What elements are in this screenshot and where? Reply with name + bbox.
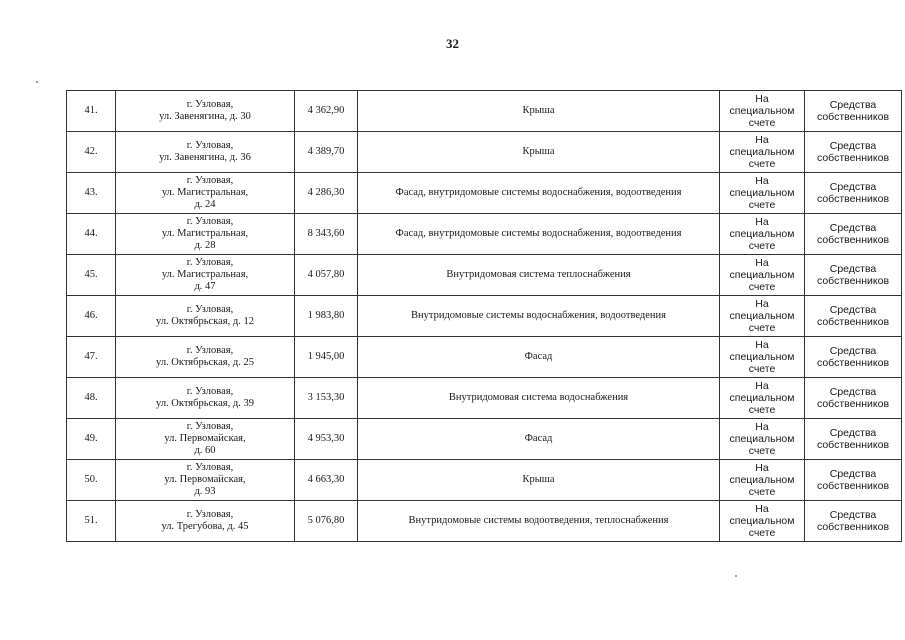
funding-line: собственников: [816, 439, 890, 451]
row-number-cell: [67, 173, 116, 214]
funding-line: Средства: [829, 304, 877, 316]
funding-source-cell: [805, 296, 902, 337]
funding-source-cell: [805, 255, 902, 296]
row-number-cell: [67, 296, 116, 337]
account-line: специальном: [729, 310, 795, 322]
account-line: специальном: [729, 515, 795, 527]
row-number: 51.: [84, 515, 98, 526]
account-cell: [720, 337, 805, 378]
table-row: [67, 255, 902, 296]
row-number-cell: [67, 91, 116, 132]
row-number: 43.: [84, 187, 98, 198]
account-line: специальном: [729, 269, 795, 281]
account-cell: [720, 91, 805, 132]
account-line: специальном: [729, 351, 795, 363]
account-line: специальном: [729, 433, 795, 445]
row-number: 50.: [84, 474, 98, 485]
table-row: [67, 337, 902, 378]
account-line: На: [755, 503, 769, 515]
area-value: 4 057,80: [307, 269, 345, 280]
area-cell: [295, 501, 358, 542]
funding-source-cell: [805, 460, 902, 501]
work-type: Внутридомовые системы водоотведения, теплоснабжения: [408, 515, 669, 526]
row-number: 48.: [84, 392, 98, 403]
table-row: [67, 460, 902, 501]
account-line: На: [755, 175, 769, 187]
address-cell: [116, 378, 295, 419]
area-cell: [295, 378, 358, 419]
account-cell: [720, 255, 805, 296]
row-number-cell: [67, 501, 116, 542]
table-row: [67, 132, 902, 173]
work-type-cell: [358, 91, 720, 132]
row-number-cell: [67, 255, 116, 296]
scan-speck: [36, 81, 38, 83]
account-cell: [720, 419, 805, 460]
address-line: ул. Первомайская,: [164, 474, 246, 485]
address-line: ул. Октябрьская, д. 12: [156, 316, 254, 327]
address-line: ул. Магистральная,: [161, 187, 249, 198]
account-line: счете: [748, 117, 776, 129]
account-line: специальном: [729, 474, 795, 486]
table-row: [67, 501, 902, 542]
work-type: Крыша: [522, 474, 555, 485]
scan-speck: [735, 575, 737, 577]
account-line: специальном: [729, 187, 795, 199]
work-type-cell: [358, 337, 720, 378]
row-number: 47.: [84, 351, 98, 362]
account-line: счете: [748, 199, 776, 211]
row-number: 46.: [84, 310, 98, 321]
account-cell: [720, 296, 805, 337]
address-line: г. Узловая,: [186, 216, 234, 227]
address-line: д. 93: [194, 486, 216, 497]
address-cell: [116, 337, 295, 378]
area-value: 4 286,30: [307, 187, 345, 198]
funding-line: собственников: [816, 316, 890, 328]
address-line: г. Узловая,: [186, 345, 234, 356]
area-cell: [295, 460, 358, 501]
account-line: На: [755, 298, 769, 310]
address-line: ул. Завенягина, д. 30: [159, 111, 251, 122]
address-cell: [116, 91, 295, 132]
account-line: счете: [748, 240, 776, 252]
work-type: Фасад: [524, 433, 553, 444]
work-type: Внутридомовая система водоснабжения: [448, 392, 629, 403]
account-line: специальном: [729, 228, 795, 240]
area-value: 4 953,30: [307, 433, 345, 444]
funding-line: Средства: [829, 509, 877, 521]
account-line: На: [755, 339, 769, 351]
address-cell: [116, 255, 295, 296]
work-type-cell: [358, 173, 720, 214]
address-line: ул. Трегубова, д. 45: [161, 521, 249, 532]
area-cell: [295, 255, 358, 296]
address-line: ул. Октябрьская, д. 39: [156, 398, 254, 409]
account-line: На: [755, 216, 769, 228]
area-cell: [295, 173, 358, 214]
address-line: д. 47: [194, 281, 216, 292]
work-type-cell: [358, 378, 720, 419]
funding-line: собственников: [816, 193, 890, 205]
account-line: счете: [748, 363, 776, 375]
work-type-cell: [358, 214, 720, 255]
funding-source-cell: [805, 501, 902, 542]
funding-line: Средства: [829, 222, 877, 234]
account-line: счете: [748, 281, 776, 293]
area-cell: [295, 419, 358, 460]
address-cell: [116, 173, 295, 214]
work-type-cell: [358, 132, 720, 173]
account-line: специальном: [729, 392, 795, 404]
area-cell: [295, 214, 358, 255]
area-cell: [295, 337, 358, 378]
address-cell: [116, 501, 295, 542]
area-value: 5 076,80: [307, 515, 345, 526]
row-number: 45.: [84, 269, 98, 280]
address-line: г. Узловая,: [186, 421, 234, 432]
funding-source-cell: [805, 337, 902, 378]
funding-source-cell: [805, 132, 902, 173]
table-row: [67, 378, 902, 419]
funding-line: Средства: [829, 99, 877, 111]
address-line: г. Узловая,: [186, 257, 234, 268]
work-type-cell: [358, 460, 720, 501]
row-number-cell: [67, 337, 116, 378]
work-type: Фасад, внутридомовые системы водоснабжения, водоотведения: [395, 228, 682, 239]
area-value: 8 343,60: [307, 228, 345, 239]
account-line: специальном: [729, 105, 795, 117]
funding-line: Средства: [829, 468, 877, 480]
address-line: д. 24: [194, 199, 216, 210]
funding-line: собственников: [816, 521, 890, 533]
funding-source-cell: [805, 173, 902, 214]
funding-line: Средства: [829, 386, 877, 398]
account-cell: [720, 460, 805, 501]
area-cell: [295, 296, 358, 337]
work-type-cell: [358, 296, 720, 337]
table-row: [67, 296, 902, 337]
address-line: ул. Завенягина, д. 36: [159, 152, 251, 163]
funding-line: Средства: [829, 181, 877, 193]
area-value: 1 945,00: [307, 351, 345, 362]
table-row: [67, 419, 902, 460]
address-line: г. Узловая,: [186, 175, 234, 186]
row-number: 44.: [84, 228, 98, 239]
address-line: г. Узловая,: [186, 304, 234, 315]
funding-line: собственников: [816, 234, 890, 246]
address-line: г. Узловая,: [186, 99, 234, 110]
account-line: счете: [748, 158, 776, 170]
account-cell: [720, 378, 805, 419]
area-value: 4 389,70: [307, 146, 345, 157]
address-cell: [116, 460, 295, 501]
account-line: счете: [748, 527, 776, 539]
account-line: На: [755, 380, 769, 392]
funding-line: собственников: [816, 111, 890, 123]
address-line: г. Узловая,: [186, 509, 234, 520]
funding-source-cell: [805, 91, 902, 132]
funding-source-cell: [805, 214, 902, 255]
funding-line: собственников: [816, 152, 890, 164]
repair-works-table: [66, 90, 902, 542]
table-row: [67, 91, 902, 132]
account-line: счете: [748, 445, 776, 457]
row-number: 42.: [84, 146, 98, 157]
address-cell: [116, 132, 295, 173]
work-type: Внутридомовые системы водоснабжения, водоотведения: [411, 310, 666, 321]
area-value: 1 983,80: [307, 310, 345, 321]
address-line: д. 60: [194, 445, 216, 456]
work-type-cell: [358, 255, 720, 296]
work-type: Фасад: [524, 351, 553, 362]
account-line: На: [755, 462, 769, 474]
account-line: На: [755, 93, 769, 105]
row-number: 41.: [84, 105, 98, 116]
table-row: [67, 214, 902, 255]
account-line: На: [755, 421, 769, 433]
work-type: Фасад, внутридомовые системы водоснабжения, водоотведения: [395, 187, 682, 198]
account-line: На: [755, 134, 769, 146]
work-type-cell: [358, 501, 720, 542]
area-value: 4 362,90: [307, 105, 345, 116]
area-cell: [295, 132, 358, 173]
funding-source-cell: [805, 378, 902, 419]
funding-line: собственников: [816, 357, 890, 369]
work-type: Крыша: [522, 146, 555, 157]
row-number-cell: [67, 419, 116, 460]
account-cell: [720, 501, 805, 542]
page-number: 32: [446, 36, 459, 51]
account-cell: [720, 173, 805, 214]
table-row: [67, 173, 902, 214]
funding-line: Средства: [829, 140, 877, 152]
address-line: ул. Первомайская,: [164, 433, 246, 444]
account-line: счете: [748, 486, 776, 498]
row-number-cell: [67, 132, 116, 173]
address-line: д. 28: [194, 240, 216, 251]
row-number-cell: [67, 378, 116, 419]
funding-line: Средства: [829, 345, 877, 357]
funding-line: собственников: [816, 275, 890, 287]
address-line: ул. Магистральная,: [161, 228, 249, 239]
area-value: 3 153,30: [307, 392, 345, 403]
account-line: счете: [748, 404, 776, 416]
area-cell: [295, 91, 358, 132]
address-line: г. Узловая,: [186, 140, 234, 151]
address-cell: [116, 419, 295, 460]
account-line: специальном: [729, 146, 795, 158]
account-cell: [720, 214, 805, 255]
funding-line: Средства: [829, 263, 877, 275]
row-number-cell: [67, 460, 116, 501]
table-body: [67, 91, 902, 542]
account-line: На: [755, 257, 769, 269]
address-line: ул. Октябрьская, д. 25: [156, 357, 254, 368]
address-line: г. Узловая,: [186, 462, 234, 473]
area-value: 4 663,30: [307, 474, 345, 485]
address-line: г. Узловая,: [186, 386, 234, 397]
address-cell: [116, 214, 295, 255]
address-cell: [116, 296, 295, 337]
work-type: Крыша: [522, 105, 555, 116]
work-type: Внутридомовая система теплоснабжения: [446, 269, 631, 280]
address-line: ул. Магистральная,: [161, 269, 249, 280]
row-number-cell: [67, 214, 116, 255]
row-number: 49.: [84, 433, 98, 444]
account-cell: [720, 132, 805, 173]
funding-line: собственников: [816, 398, 890, 410]
funding-line: собственников: [816, 480, 890, 492]
funding-source-cell: [805, 419, 902, 460]
funding-line: Средства: [829, 427, 877, 439]
account-line: счете: [748, 322, 776, 334]
work-type-cell: [358, 419, 720, 460]
